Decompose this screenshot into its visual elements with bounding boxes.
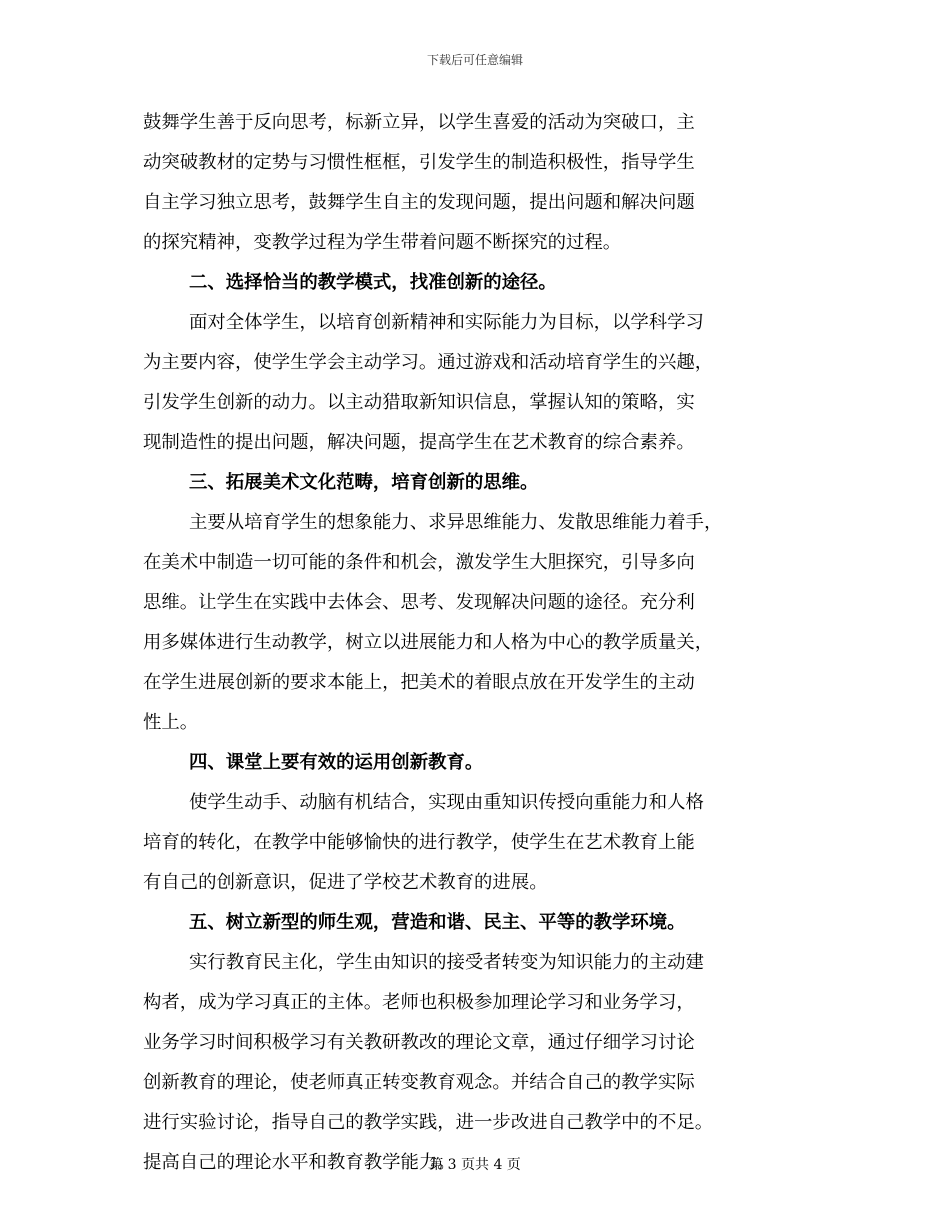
paragraph-line: 用多媒体进行生动教学，树立以进展能力和人格为中心的教学质量关， bbox=[143, 632, 714, 653]
paragraph-line: 鼓舞学生善于反向思考，标新立异，以学生喜爱的活动为突破口，主 bbox=[143, 112, 695, 133]
paragraph-line: 自主学习独立思考，鼓舞学生自主的发现问题，提出问题和解决问题 bbox=[143, 192, 695, 213]
document-body bbox=[143, 103, 807, 1183]
section-heading: 四、课堂上要有效的运用创新教育。 bbox=[189, 752, 484, 773]
paragraph-line: 业务学习时间积极学习有关教研教改的理论文章，通过仔细学习讨论 bbox=[143, 1032, 695, 1053]
paragraph-line: 主要从培育学生的想象能力、求异思维能力、发散思维能力着手， bbox=[189, 512, 723, 533]
paragraph-line: 有自己的创新意识，促进了学校艺术教育的进展。 bbox=[143, 872, 548, 893]
paragraph-line: 面对全体学生，以培育创新精神和实际能力为目标，以学科学习 bbox=[189, 312, 704, 333]
paragraph-line: 的探究精神，变教学过程为学生带着问题不断探究的过程。 bbox=[143, 232, 622, 253]
page-number: 第 3 页共 4 页 bbox=[429, 1157, 521, 1173]
paragraph-line: 使学生动手、动脑有机结合，实现由重知识传授向重能力和人格 bbox=[189, 792, 704, 813]
page-header: 下载后可任意编辑 bbox=[426, 53, 523, 67]
paragraph-line: 为主要内容，使学生学会主动学习。通过游戏和活动培育学生的兴趣， bbox=[143, 352, 714, 373]
paragraph-line: 性上。 bbox=[143, 712, 199, 733]
paragraph-line: 提高自己的理论水平和教育教学能力。 bbox=[143, 1152, 456, 1173]
paragraph-line: 构者，成为学习真正的主体。老师也积极参加理论学习和业务学习， bbox=[143, 992, 695, 1013]
section-heading: 二、选择恰当的教学模式，找准创新的途径。 bbox=[189, 272, 557, 293]
paragraph-line: 在学生进展创新的要求本能上，把美术的着眼点放在开发学生的主动 bbox=[143, 672, 695, 693]
paragraph-line: 现制造性的提出问题，解决问题，提高学生在艺术教育的综合素养。 bbox=[143, 432, 695, 453]
paragraph-line: 进行实验讨论，指导自己的教学实践，进一步改进自己教学中的不足。 bbox=[143, 1112, 714, 1133]
paragraph-line: 创新教育的理论，使老师真正转变教育观念。并结合自己的教学实际 bbox=[143, 1072, 695, 1093]
paragraph-line: 引发学生创新的动力。以主动猎取新知识信息，掌握认知的策略，实 bbox=[143, 392, 695, 413]
paragraph-line: 实行教育民主化，学生由知识的接受者转变为知识能力的主动建 bbox=[189, 952, 704, 973]
paragraph-line: 思维。让学生在实践中去体会、思考、发现解决问题的途径。充分利 bbox=[143, 592, 695, 613]
section-heading: 五、树立新型的师生观，营造和谐、民主、平等的教学环境。 bbox=[189, 912, 686, 933]
paragraph-line: 在美术中制造一切可能的条件和机会，激发学生大胆探究，引导多向 bbox=[143, 552, 695, 573]
paragraph-line: 动突破教材的定势与习惯性框框，引发学生的制造积极性，指导学生 bbox=[143, 152, 695, 173]
section-heading: 三、拓展美术文化范畴，培育创新的思维。 bbox=[189, 472, 539, 493]
paragraph-line: 培育的转化，在教学中能够愉快的进行教学，使学生在艺术教育上能 bbox=[143, 832, 695, 853]
